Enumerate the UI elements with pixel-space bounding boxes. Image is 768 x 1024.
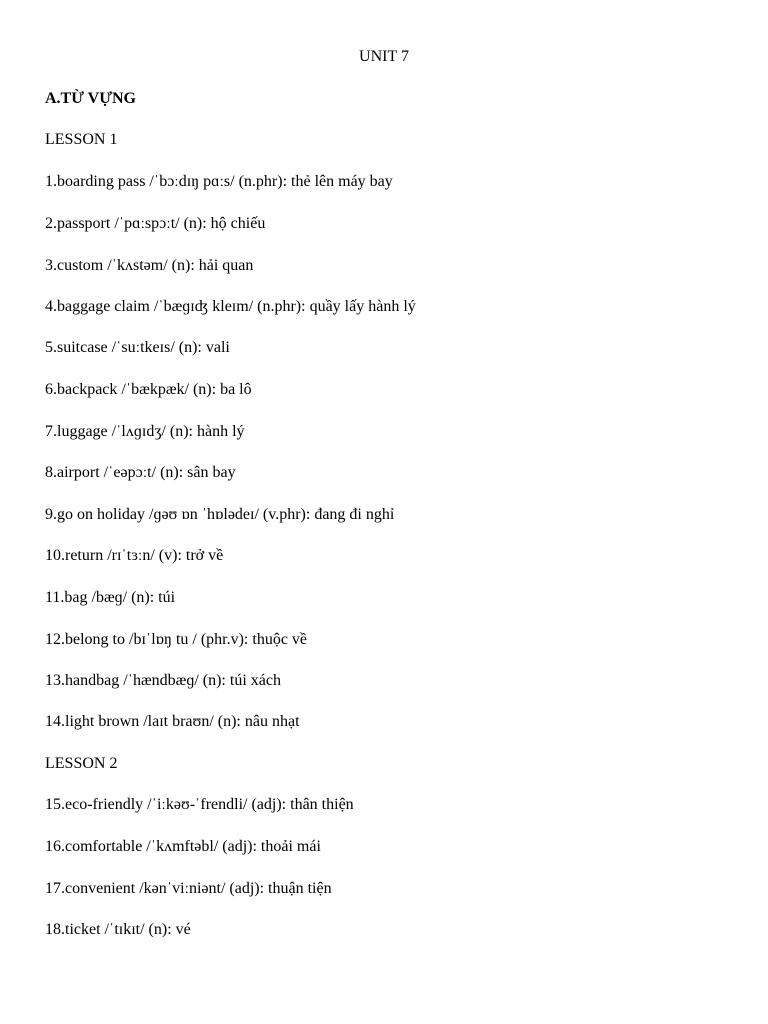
page-title: UNIT 7 <box>359 48 409 65</box>
vocab-entry: 8.airport /ˈeəpɔːt/ (n): sân bay <box>45 464 236 481</box>
vocab-entry: 17.convenient /kənˈviːniənt/ (adj): thuận tiện <box>45 880 332 897</box>
vocab-entry: 2.passport /ˈpɑːspɔːt/ (n): hộ chiếu <box>45 215 266 232</box>
vocab-entry: 13.handbag /ˈhændbæɡ/ (n): túi xách <box>45 672 281 689</box>
vocab-entry: 5.suitcase /ˈsuːtkeɪs/ (n): vali <box>45 339 230 356</box>
vocab-entry: 10.return /rɪˈtɜːn/ (v): trở về <box>45 547 224 564</box>
vocab-entry: 1.boarding pass /ˈbɔːdɪŋ pɑːs/ (n.phr): thẻ lên máy bay <box>45 173 393 190</box>
vocab-entry: 3.custom /ˈkʌstəm/ (n): hải quan <box>45 257 254 274</box>
vocab-entry: 6.backpack /ˈbækpæk/ (n): ba lô <box>45 381 252 398</box>
lesson-heading-2: LESSON 2 <box>45 755 118 772</box>
vocab-entry: 4.baggage claim /ˈbæɡɪʤ kleɪm/ (n.phr): quầy lấy hành lý <box>45 298 416 315</box>
vocab-entry: 11.bag /bæɡ/ (n): túi <box>45 589 176 606</box>
vocab-entry: 15.eco-friendly /ˈiːkəʊ-ˈfrendli/ (adj): thân thiện <box>45 796 354 813</box>
vocab-entry: 16.comfortable /ˈkʌmftəbl/ (adj): thoải mái <box>45 838 321 855</box>
vocab-entry: 12.belong to /bɪˈlɒŋ tu / (phr.v): thuộc về <box>45 631 308 648</box>
vocab-entry: 7.luggage /ˈlʌɡɪdʒ/ (n): hành lý <box>45 423 245 440</box>
vocab-entry: 14.light brown /laɪt braʊn/ (n): nâu nhạt <box>45 713 300 730</box>
section-heading: A.TỪ VỰNG <box>45 90 136 107</box>
vocab-entry: 18.ticket /ˈtɪkɪt/ (n): vé <box>45 921 191 938</box>
lesson-heading-1: LESSON 1 <box>45 131 118 148</box>
vocab-entry: 9.go on holiday /ɡəʊ ɒn ˈhɒlədeɪ/ (v.phr): đang đi nghỉ <box>45 506 395 523</box>
